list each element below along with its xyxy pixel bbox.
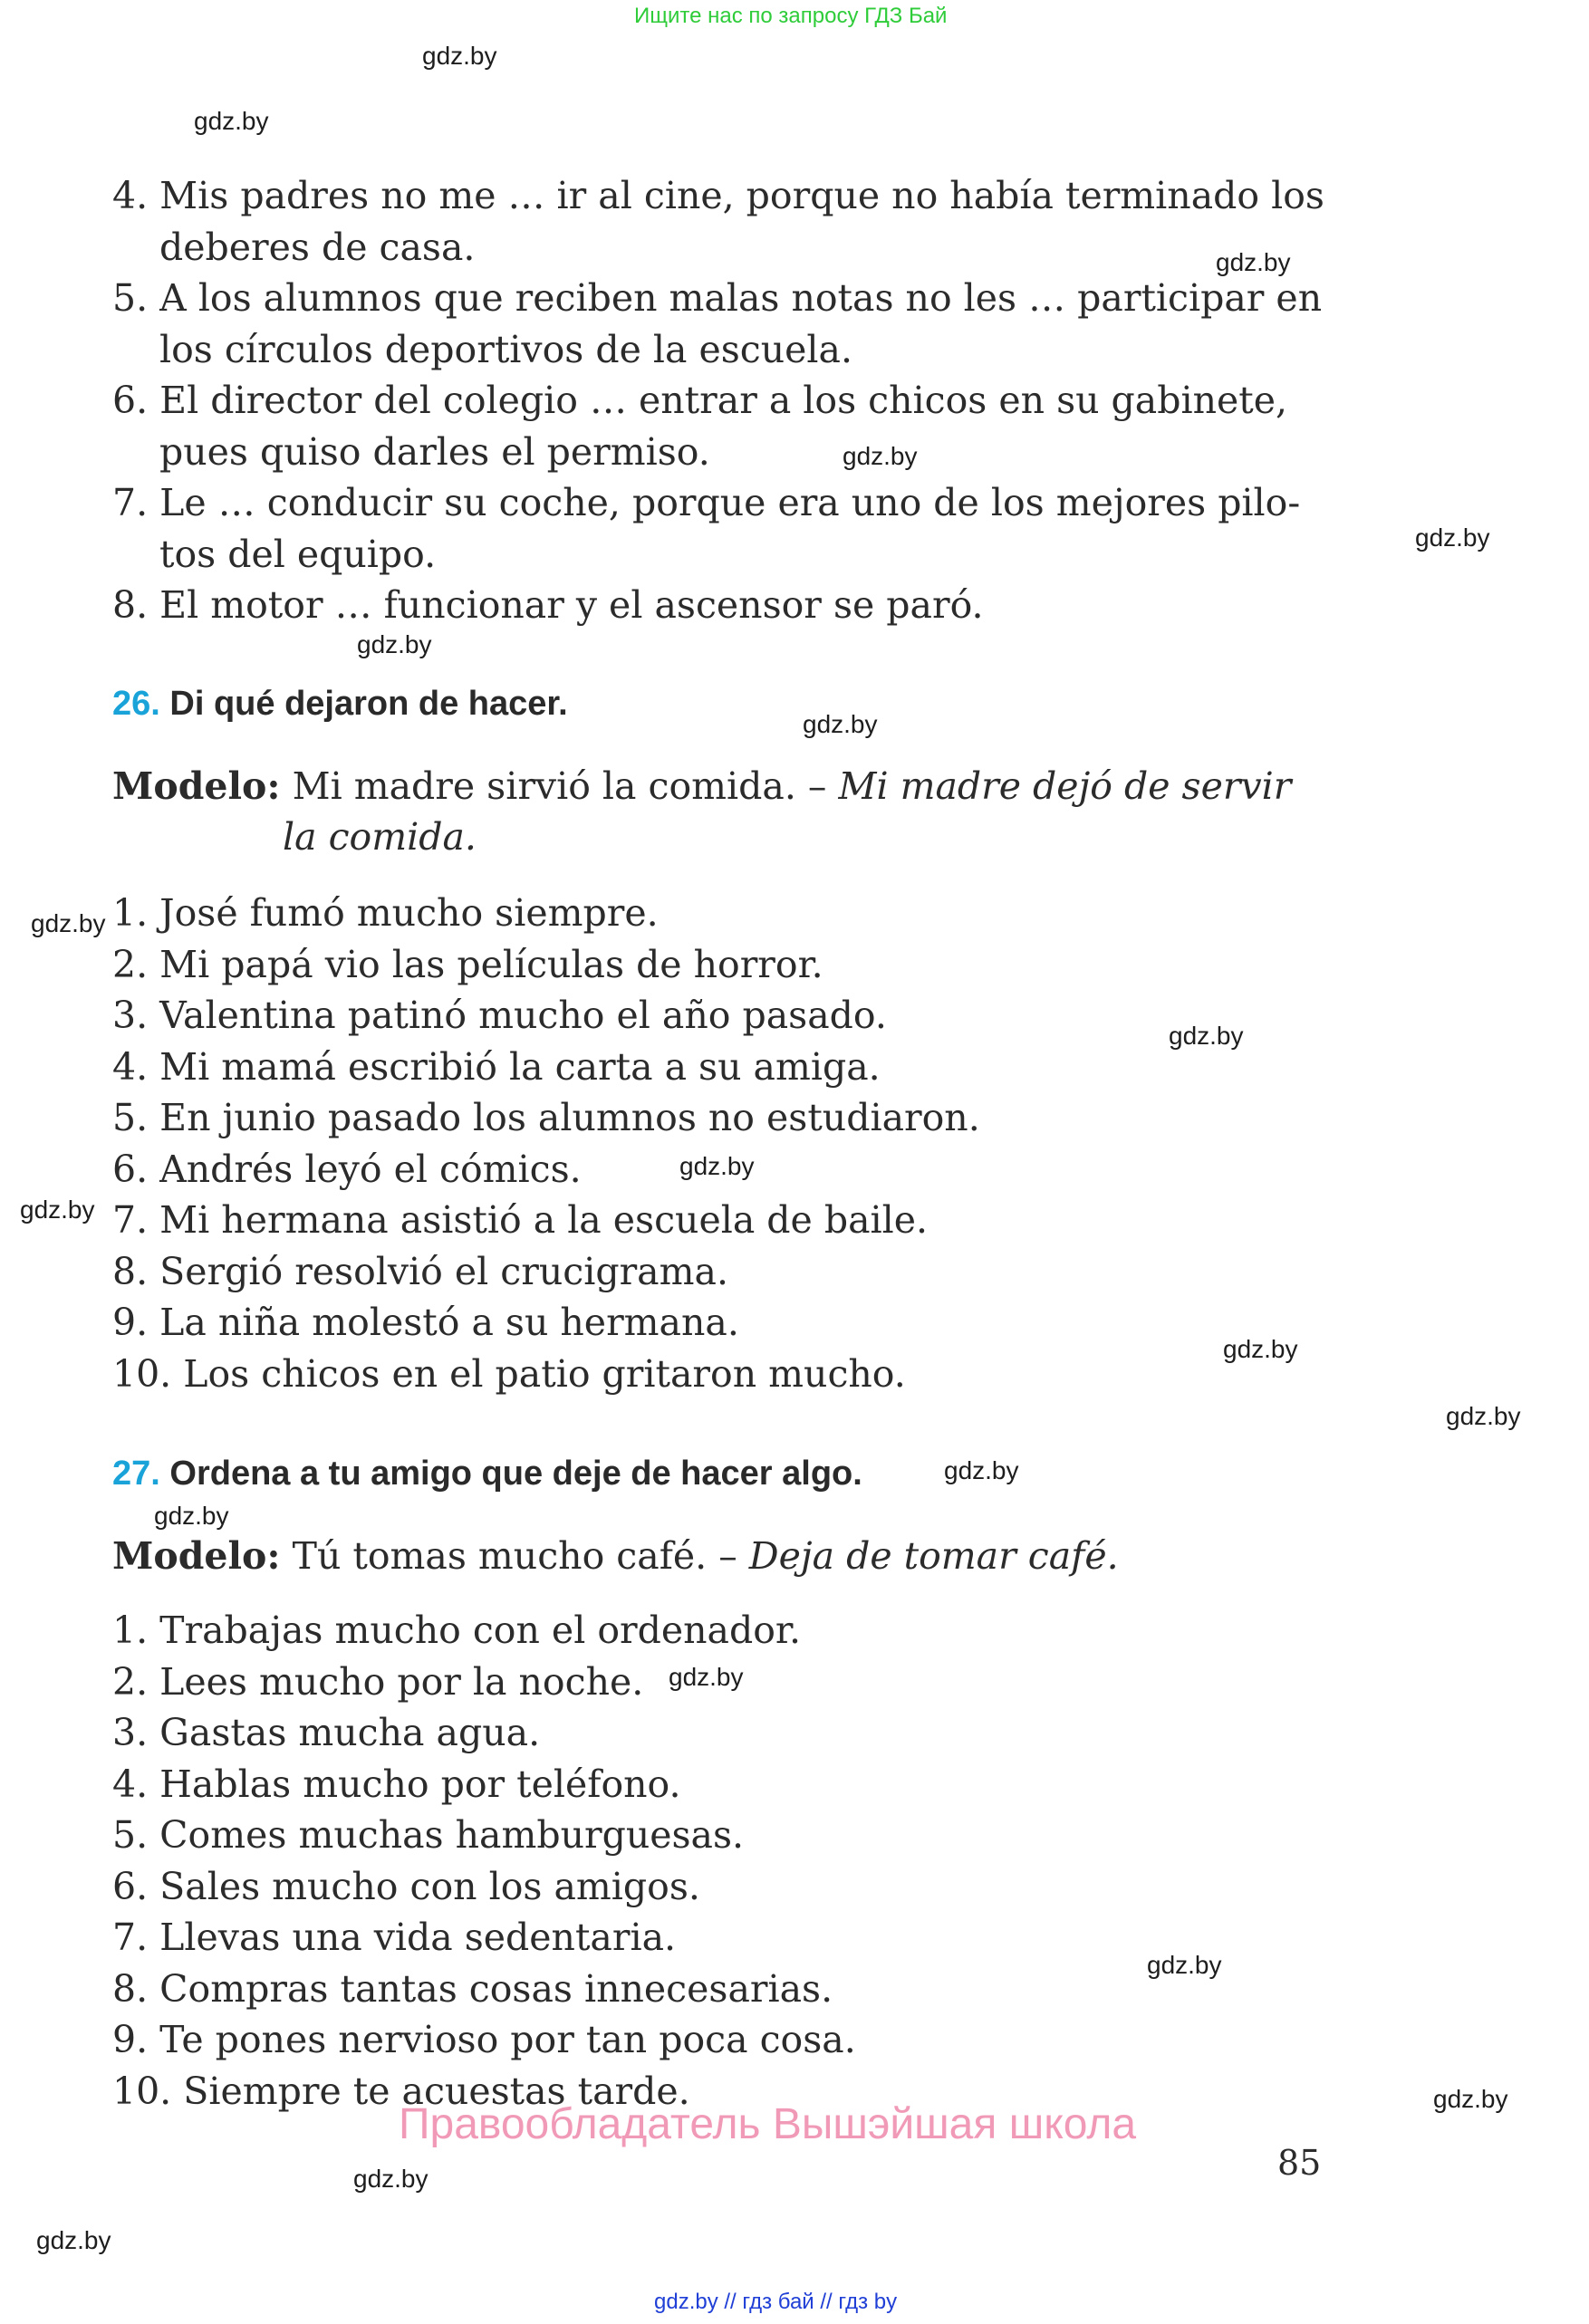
exercise-title: Di qué dejaron de hacer. xyxy=(169,685,568,723)
item-number: 6. xyxy=(112,379,149,422)
list-item xyxy=(112,990,980,1042)
item-number: 7. xyxy=(112,1916,149,1959)
item-number: 3. xyxy=(112,1711,149,1754)
list-item-continuation: tos del equipo. xyxy=(159,532,437,576)
list-item xyxy=(112,1297,980,1349)
list-item xyxy=(112,1912,856,1964)
item-text: Le … conducir su coche, porque era uno de los mejores pilo- xyxy=(159,481,1301,524)
list-item xyxy=(112,1861,856,1913)
watermark: gdz.by xyxy=(20,1196,95,1224)
item-text: A los alumnos que reciben malas notas no les … participar en xyxy=(159,276,1323,320)
item-text: Compras tantas cosas innecesarias. xyxy=(159,1966,833,2011)
list-item-continuation: pues quiso darles el permiso. xyxy=(159,429,710,474)
exercise-27-model xyxy=(112,1531,1119,1581)
watermark: gdz.by xyxy=(422,42,497,70)
item-text: Sergió resolvió el crucigrama. xyxy=(159,1249,728,1293)
item-number: 8. xyxy=(112,1249,149,1293)
item-number: 9. xyxy=(112,2018,149,2061)
list-item xyxy=(112,1657,856,1708)
item-number: 2. xyxy=(112,942,149,986)
model-answer-continuation: la comida. xyxy=(283,815,477,859)
item-number: 8. xyxy=(112,583,149,627)
list-item xyxy=(112,1810,856,1861)
item-number: 4. xyxy=(112,1762,149,1806)
watermark: gdz.by xyxy=(31,909,106,937)
watermark: gdz.by xyxy=(1147,1951,1222,1979)
item-text: El motor … funcionar y el ascensor se paró. xyxy=(159,583,984,627)
item-number: 5. xyxy=(112,276,149,320)
list-item xyxy=(112,1964,856,2015)
item-number: 6. xyxy=(112,1864,149,1908)
top-banner: Ищите нас по запросу ГДЗ Бай xyxy=(634,4,948,28)
watermark: gdz.by xyxy=(944,1456,1019,1484)
model-label: Modelo: xyxy=(112,1534,281,1578)
model-label: Modelo: xyxy=(112,764,281,808)
item-text: Mis padres no me … ir al cine, porque no había terminado los xyxy=(159,174,1324,217)
item-number: 5. xyxy=(112,1096,149,1139)
item-text: Siempre te acuestas tarde. xyxy=(183,2069,690,2113)
exercise-title: Ordena a tu amigo que deje de hacer algo. xyxy=(169,1455,862,1493)
model-answer: Deja de tomar café. xyxy=(748,1534,1119,1578)
watermark: gdz.by xyxy=(154,1502,229,1530)
item-number: 3. xyxy=(112,994,149,1037)
list-item xyxy=(112,273,1324,324)
item-number: 8. xyxy=(112,1966,149,2011)
item-text: José fumó mucho siempre. xyxy=(159,891,659,935)
item-text: Valentina patinó mucho el año pasado. xyxy=(159,994,887,1037)
list-item xyxy=(112,1092,980,1144)
watermark: gdz.by xyxy=(1433,2085,1508,2113)
item-text: Los chicos en el patio gritaron mucho. xyxy=(183,1351,906,1396)
watermark: gdz.by xyxy=(36,2226,111,2254)
exercise-27-list xyxy=(112,1605,856,2117)
page-number: 85 xyxy=(1277,2143,1322,2183)
item-text: Trabajas mucho con el ordenador. xyxy=(159,1609,802,1652)
model-text: Mi madre sirvió la comida. – xyxy=(292,764,827,808)
footer-link[interactable]: гдз бай xyxy=(742,2290,814,2314)
item-text: La niña molestó a su hermana. xyxy=(159,1301,739,1344)
item-text: Gastas mucha agua. xyxy=(159,1711,541,1754)
item-text: Mi hermana asistió a la escuela de baile. xyxy=(159,1198,929,1242)
list-item xyxy=(112,1144,980,1196)
list-item xyxy=(112,170,1324,222)
item-text: El director del colegio … entrar a los chicos en su gabinete, xyxy=(159,379,1288,422)
item-number: 7. xyxy=(112,1198,149,1242)
footer-links xyxy=(654,2290,897,2315)
watermark: gdz.by xyxy=(679,1152,755,1180)
list-item xyxy=(112,1759,856,1810)
watermark: gdz.by xyxy=(353,2165,429,2193)
exercise-26-model xyxy=(112,761,1291,811)
model-answer: Mi madre dejó de servir xyxy=(838,764,1292,808)
exercise-26-list xyxy=(112,888,980,1399)
list-item xyxy=(112,1605,856,1657)
item-text: Comes muchas hamburguesas. xyxy=(159,1813,745,1857)
watermark: gdz.by xyxy=(1415,523,1490,552)
list-item xyxy=(112,1349,980,1400)
exercise-number: 26. xyxy=(112,685,160,723)
list-item xyxy=(112,939,980,991)
watermark: gdz.by xyxy=(669,1663,744,1691)
list-item xyxy=(112,1195,980,1246)
item-number: 4. xyxy=(112,174,149,217)
item-number: 1. xyxy=(112,1609,149,1652)
copyright-notice: Правообладатель Вышэйшая школа xyxy=(399,2100,1137,2148)
list-item xyxy=(112,477,1324,529)
model-text: Tú tomas mucho café. – xyxy=(292,1534,737,1578)
item-text: Andrés leyó el cómics. xyxy=(159,1147,582,1191)
item-number: 9. xyxy=(112,1301,149,1344)
item-number: 2. xyxy=(112,1659,149,1704)
list-item xyxy=(112,1042,980,1093)
list-item xyxy=(112,1707,856,1759)
item-text: Mi papá vio las películas de horror. xyxy=(159,942,823,986)
footer-separator: // xyxy=(724,2290,737,2314)
list-item xyxy=(112,580,1324,631)
watermark: gdz.by xyxy=(1216,248,1291,276)
item-text: Hablas mucho por teléfono. xyxy=(159,1762,681,1806)
list-item-continuation: deberes de casa. xyxy=(159,225,476,269)
list-item xyxy=(112,2014,856,2066)
list-item-continuation: los círculos deportivos de la escuela. xyxy=(159,327,852,371)
item-number: 4. xyxy=(112,1044,149,1089)
item-text: Te pones nervioso por tan poca cosa. xyxy=(159,2018,856,2061)
item-text: Llevas una vida sedentaria. xyxy=(159,1916,677,1959)
item-text: Sales mucho con los amigos. xyxy=(159,1864,700,1908)
item-number: 7. xyxy=(112,481,149,524)
footer-link[interactable]: гдз by xyxy=(838,2290,898,2314)
watermark: gdz.by xyxy=(1446,1402,1521,1430)
exercise-number: 27. xyxy=(112,1455,160,1493)
item-number: 5. xyxy=(112,1813,149,1857)
watermark: gdz.by xyxy=(843,442,918,470)
list-a xyxy=(112,170,1324,631)
watermark: gdz.by xyxy=(1169,1022,1244,1050)
item-number: 6. xyxy=(112,1147,149,1191)
watermark: gdz.by xyxy=(194,107,269,135)
item-number: 1. xyxy=(112,891,149,935)
list-item xyxy=(112,375,1324,427)
footer-link[interactable]: gdz.by xyxy=(654,2290,718,2314)
list-item xyxy=(112,888,980,939)
item-text: Lees mucho por la noche. xyxy=(159,1659,644,1704)
item-number: 10. xyxy=(112,1351,172,1396)
exercise-27-heading xyxy=(112,1455,862,1493)
item-text: Mi mamá escribió la carta a su amiga. xyxy=(159,1044,881,1089)
footer-separator: // xyxy=(820,2290,833,2314)
item-number: 10. xyxy=(112,2069,172,2113)
watermark: gdz.by xyxy=(803,710,878,738)
item-text: En junio pasado los alumnos no estudiaron. xyxy=(159,1096,980,1139)
exercise-26-heading xyxy=(112,685,568,724)
watermark: gdz.by xyxy=(1223,1335,1298,1363)
list-item xyxy=(112,1246,980,1298)
watermark: gdz.by xyxy=(357,630,432,658)
